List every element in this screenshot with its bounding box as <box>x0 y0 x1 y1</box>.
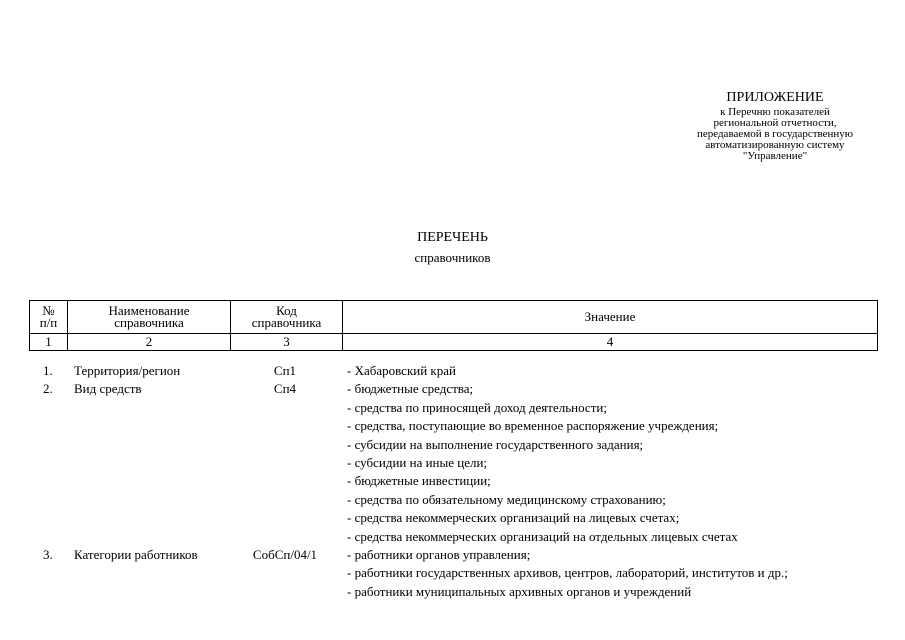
table-row <box>29 417 877 435</box>
appendix-line: к Перечню показателей <box>720 106 830 118</box>
table-row <box>29 509 877 527</box>
document-title: ПЕРЕЧЕНЬ <box>417 230 488 245</box>
header-num: № п/п <box>30 301 68 334</box>
table-row <box>29 491 877 509</box>
table-body <box>29 362 877 601</box>
row-name: Категории работников <box>74 546 198 562</box>
col-number: 1 <box>30 334 68 351</box>
row-value: - средства по обязательному медицинскому страхованию; <box>347 491 666 507</box>
appendix-line: региональной отчетности, <box>713 117 837 129</box>
table-row <box>29 436 877 454</box>
row-value: - Хабаровский край <box>347 363 456 378</box>
row-value: - бюджетные инвестиции; <box>347 473 491 489</box>
table-row <box>29 454 877 472</box>
table-row <box>29 546 877 564</box>
row-value: - средства, поступающие во временное распоряжение учреждения; <box>347 418 719 434</box>
row-value: - средства по приносящей доход деятельности; <box>347 399 607 415</box>
header-name: Наименование справочника <box>68 301 231 334</box>
row-code: Сп4 <box>273 381 297 397</box>
row-name: Вид средств <box>74 381 142 397</box>
row-number: 1. <box>43 363 53 378</box>
header-code: Код справочника <box>231 301 343 334</box>
col-number: 4 <box>343 334 878 351</box>
table-row <box>29 583 877 601</box>
col-number: 3 <box>231 334 343 351</box>
appendix-block <box>660 90 890 162</box>
row-code: Сп1 <box>273 363 297 378</box>
row-number: 3. <box>43 546 53 562</box>
table-row <box>29 528 877 546</box>
row-value: - работники органов управления; <box>347 546 531 562</box>
col-number: 2 <box>68 334 231 351</box>
table-row <box>29 399 877 417</box>
row-value: - субсидии на иные цели; <box>347 454 488 470</box>
appendix-line: автоматизированную систему <box>705 139 845 151</box>
row-value: - субсидии на выполнение государственного задания; <box>347 436 644 452</box>
row-value: - работники государственных архивов, центров, лабораторий, институтов и др.; <box>347 565 788 581</box>
row-number: 2. <box>43 381 53 397</box>
document-subtitle: справочников <box>414 250 491 265</box>
row-value: - средства некоммерческих организаций на отдельных лицевых счетах <box>347 528 738 544</box>
appendix-line: "Управление" <box>742 150 808 162</box>
table-row <box>29 472 877 490</box>
row-value: - бюджетные средства; <box>347 381 474 397</box>
row-code: СобСп/04/1 <box>252 546 318 562</box>
appendix-line: передаваемой в государственную <box>696 128 854 140</box>
table-row <box>29 564 877 582</box>
appendix-title: ПРИЛОЖЕНИЕ <box>726 90 824 105</box>
header-value: Значение <box>343 301 878 334</box>
reference-table-header <box>29 300 878 351</box>
row-value: - работники муниципальных архивных органов и учреждений <box>347 583 692 599</box>
table-row <box>29 362 877 380</box>
row-value: - средства некоммерческих организаций на лицевых счетах; <box>347 510 680 526</box>
row-name: Территория/регион <box>74 363 181 378</box>
table-row <box>29 380 877 398</box>
